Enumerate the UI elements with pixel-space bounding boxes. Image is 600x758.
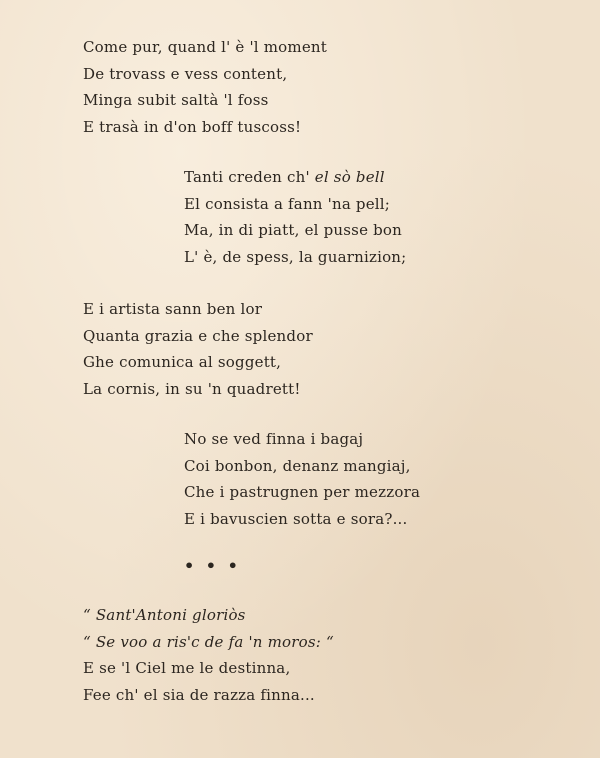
- stanza-1: [83, 34, 327, 140]
- poem-line: E i artista sann ben lor: [83, 300, 263, 318]
- poem-line: L' è, de spess, la guarnizion;: [184, 247, 407, 266]
- poem-line: Che i pastrugnen per mezzora: [184, 483, 421, 501]
- poem-line: Coi bonbon, denanz mangiaj,: [184, 456, 411, 475]
- poem-line: Ghe comunica al soggett,: [83, 353, 282, 371]
- poem-line-italic-text: el sò bell: [314, 168, 385, 186]
- poem-line-italic: “ Se voo a ris'c de fa 'n moros: “: [83, 632, 334, 651]
- stanza-3: [83, 296, 313, 402]
- poem-line: E trasà in d'on boff tuscoss!: [83, 117, 302, 136]
- poem-line: Come pur, quand l' è 'l moment: [83, 38, 328, 56]
- poem-line: El consista a fann 'na pell;: [184, 194, 391, 213]
- poem-line: E se 'l Ciel me le destinna,: [83, 659, 291, 677]
- section-separator: • • •: [184, 556, 241, 575]
- poem-line: No se ved finna i bagaj: [184, 430, 364, 448]
- poem-line: Quanta grazia e che splendor: [83, 326, 313, 345]
- poem-line: La cornis, in su 'n quadrett!: [83, 379, 301, 398]
- poem-line: Fee ch' el sia de razza finna...: [83, 685, 315, 704]
- stanza-2: [184, 164, 406, 270]
- poem-line-text: Tanti creden ch': [184, 168, 315, 186]
- stanza-4: [184, 426, 420, 532]
- poem-line: E i bavuscien sotta e sora?...: [184, 509, 408, 528]
- poem-line: De trovass e vess content,: [83, 64, 288, 83]
- stanza-5: [83, 602, 334, 708]
- poem-line-italic: “ Sant'Antoni gloriòs: [83, 606, 246, 624]
- poem-line: Minga subit saltà 'l foss: [83, 91, 269, 109]
- poem-line: Ma, in di piatt, el pusse bon: [184, 221, 403, 239]
- poem-line: [184, 164, 406, 191]
